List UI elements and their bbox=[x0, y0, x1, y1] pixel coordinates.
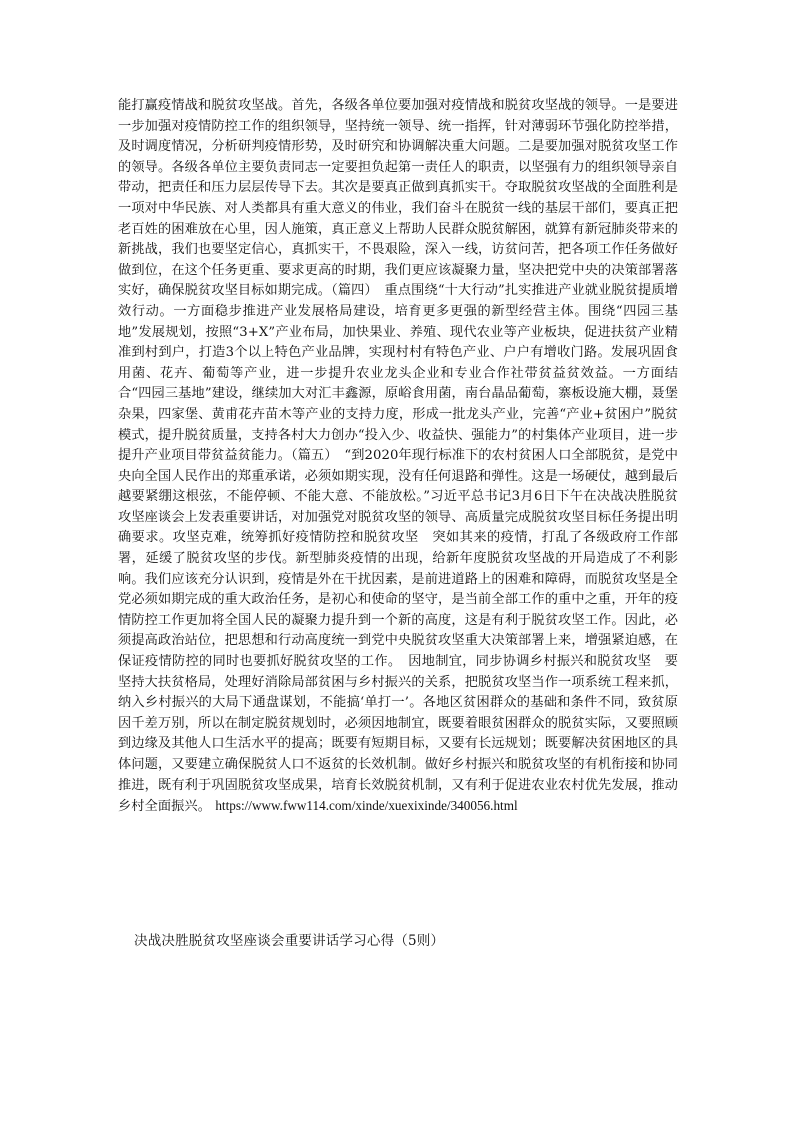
article-paragraph: 能打赢疫情战和脱贫攻坚战。首先，各级各单位要加强对疫情战和脱贫攻坚战的领导。一是要进一步加强对疫情防控工作的组织领导，坚持统一领导、统一指挥，针对薄弱环节强化防控举措，及时调度情况，分析研判疫情形势，及时研究和协调解决重大问题。二是要加强对脱贫攻坚工作的领导。各级各单位主要负责同志一定要担负起第一责任人的职责，以坚强有力的组织领导亲自带动，把责任和压力层层传导下去。其次是要真正做到真抓实干。夺取脱贫攻坚战的全面胜利是一项对中华民族、对人类都具有重大意义的伟业，我们奋斗在脱贫一线的基层干部们，要真正把老百姓的困难放在心里，因人施策，真正意义上帮助人民群众脱贫解困，就算有新冠肺炎带来的新挑战，我们也要坚定信心，真抓实干，不畏艰险，深入一线，访贫问苦，把各项工作任务做好做到位，在这个任务更重、要求更高的时期，我们更应该凝聚力量，坚决把党中央的决策部署落实好，确保脱贫攻坚目标如期完成。（篇四） 重点围绕“十大行动”扎实推进产业就业脱贫提质增效行动。一方面稳步推进产业发展格局建设，培育更多更强的新型经营主体。围绕“四园三基地”发展规划，按照“3+X”产业布局，加快果业、养殖、现代农业等产业板块，促进扶贫产业精准到村到户，打造3个以上特色产业品牌，实现村村有特色产业、户户有增收门路。发展巩固食用菌、花卉、葡萄等产业，进一步提升农业龙头企业和专业合作社带贫益贫效益。一方面结合“四园三基地”建设，继续加大对汇丰鑫源，原峪食用菌，南台晶品葡萄，寨板设施大棚，聂堡杂果，四家堡、黄甫花卉苗木等产业的支持力度，形成一批龙头产业，完善“产业+贫困户”脱贫模式，提升脱贫质量，支持各村大力创办“投入少、收益快、强能力”的村集体产业项目，进一步提升产业项目带贫益贫能力。（篇五） “到2020年现行标准下的农村贫困人口全部脱贫，是党中央向全国人民作出的郑重承诺，必须如期实现，没有任何退路和弹性。这是一场硬仗，越到最后越要紧绷这根弦，不能停顿、不能大意、不能放松。”习近平总书记3月6日下午在决战决胜脱贫攻坚座谈会上发表重要讲话，对加强党对脱贫攻坚的领导、高质量完成脱贫攻坚目标任务提出明确要求。攻坚克难，统筹抓好疫情防控和脱贫攻坚 突如其来的疫情，打乱了各级政府工作部署，延缓了脱贫攻坚的步伐。新型肺炎疫情的出现，给新年度脱贫攻坚战的开局造成了不利影响。我们应该充分认识到，疫情是外在干扰因素，是前进道路上的困难和障碍，而脱贫攻坚是全党必须如期完成的重大政治任务，是初心和使命的坚守，是当前全部工作的重中之重，开年的疫情防控工作更加将全国人民的凝聚力提升到一个新的高度，这是有利于脱贫攻坚工作。因此，必须提高政治站位，把思想和行动高度统一到党中央脱贫攻坚重大决策部署上来，增强紧迫感，在保证疫情防控的同时也要抓好脱贫攻坚的工作。 因地制宜，同步协调乡村振兴和脱贫攻坚 要坚持大扶贫格局，处理好消除局部贫困与乡村振兴的关系，把脱贫攻坚当作一项系统工程来抓，纳入乡村振兴的大局下通盘谋划，不能搞‘单打一’。各地区贫困群众的基础和条件不同，致贫原因千差万别，所以在制定脱贫规划时，必须因地制宜，既要着眼贫困群众的脱贫实际，又要照顾到边缘及其他人口生活水平的提高；既要有短期目标，又要有长远规划；既要解决贫困地区的具体问题，又要建立确保脱贫人口不返贫的长效机制。做好乡村振兴和脱贫攻坚的有机衔接和协同推进，既有利于巩固脱贫攻坚成果，培育长效脱贫机制，又有利于促进农业农村优先发展，推动乡村全面振兴。 bbox=[118, 98, 678, 815]
related-article-title[interactable]: 决战决胜脱贫攻坚座谈会重要讲话学习心得（5则） bbox=[134, 933, 445, 949]
source-url[interactable]: https://www.fww114.com/xinde/xuexixinde/340056.html bbox=[215, 798, 518, 814]
article-body bbox=[118, 96, 678, 818]
